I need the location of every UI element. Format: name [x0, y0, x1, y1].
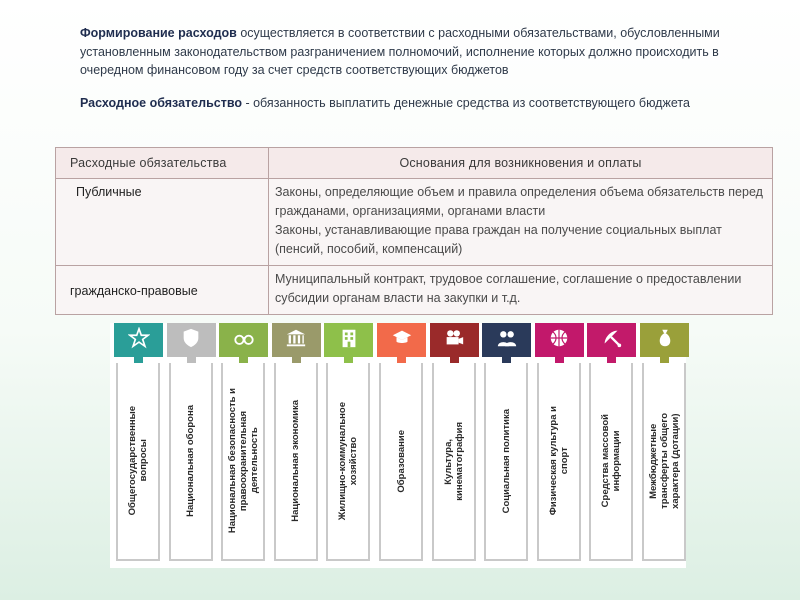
category-label: Образование — [395, 429, 407, 493]
category-label: Национальная оборона — [185, 405, 197, 517]
satellite-icon — [601, 327, 623, 354]
category-label-box — [379, 363, 423, 561]
basis-line: Законы, определяющие объем и правила определения объема обязательств перед гражданами, организациями, органами власти — [275, 185, 763, 218]
formation-paragraph — [80, 24, 780, 80]
formation-definition: осуществляется в соответствии с расходными обязательствами, обусловленными установленным законодательством разграничением полномочий, исполнение которых должно происходить в очередном финансовом году за счет средств соответствующих бюджетов — [80, 26, 720, 77]
category-label-box — [116, 363, 160, 561]
category-label: Социальная политика — [500, 408, 512, 514]
category-label-box — [221, 363, 265, 561]
obligation-term: Расходное обязательство — [80, 95, 242, 110]
header-basis: Основания для возникновения и оплаты — [269, 148, 773, 179]
expense-categories-panel — [110, 323, 686, 568]
expense-category-tile — [114, 323, 163, 561]
expense-category-tile — [377, 323, 426, 561]
people-icon — [496, 327, 518, 354]
category-header — [219, 323, 268, 357]
expense-category-tile — [272, 323, 321, 561]
category-label: Физическая культура и спорт — [547, 406, 570, 516]
handcuffs-icon — [233, 327, 255, 354]
star-icon — [128, 327, 150, 354]
table-header-row — [56, 148, 773, 179]
obligation-kind-civil: гражданско-правовые — [56, 266, 269, 315]
category-label-box — [169, 363, 213, 561]
bank-icon — [285, 327, 307, 354]
expense-category-tile — [167, 323, 216, 561]
expense-category-tile — [640, 323, 689, 561]
obligation-paragraph — [80, 94, 780, 113]
category-header — [324, 323, 373, 357]
category-header — [640, 323, 689, 357]
expense-category-tile — [430, 323, 479, 561]
category-label-box — [274, 363, 318, 561]
category-label-box — [642, 363, 686, 561]
expense-category-tile — [219, 323, 268, 561]
category-header — [114, 323, 163, 357]
basis-line: Законы, устанавливающие права граждан на получение социальных выплат (пенсий, пособий, компенсаций) — [275, 223, 722, 256]
obligation-definition: - обязанность выплатить денежные средства из соответствующего бюджета — [241, 95, 690, 110]
obligations-table — [55, 147, 773, 315]
category-header — [482, 323, 531, 357]
category-header — [430, 323, 479, 357]
category-label: Межбюджетные трансферты общего характера (дотации) — [647, 413, 681, 509]
basis-line: Муниципальный контракт, трудовое соглашение, соглашение о предоставлении субсидии органам власти на закупки и т.д. — [275, 272, 742, 305]
graduation-cap-icon — [391, 327, 413, 354]
table-row — [56, 266, 773, 315]
shield-icon — [180, 327, 202, 354]
building-icon — [338, 327, 360, 354]
formation-term: Формирование расходов — [80, 26, 237, 40]
expense-category-tile — [482, 323, 531, 561]
category-header — [272, 323, 321, 357]
category-label-box — [432, 363, 476, 561]
expense-category-tile — [535, 323, 584, 561]
category-label-box — [484, 363, 528, 561]
intro-text — [80, 24, 780, 112]
category-label: Национальная безопасность и правоохранительная деятельность — [226, 388, 260, 534]
expense-category-tile — [587, 323, 636, 561]
basis-cell-public — [269, 179, 773, 266]
table-row — [56, 179, 773, 266]
category-label-box — [537, 363, 581, 561]
category-label-box — [326, 363, 370, 561]
category-header — [587, 323, 636, 357]
category-header — [377, 323, 426, 357]
category-header — [167, 323, 216, 357]
category-label: Средства массовой информации — [600, 414, 623, 508]
category-label-box — [589, 363, 633, 561]
ball-icon — [548, 327, 570, 354]
category-label: Национальная экономика — [290, 400, 302, 522]
header-obligations: Расходные обязательства — [56, 148, 269, 179]
expense-category-tile — [324, 323, 373, 561]
category-label: Жилищно-коммунальное хозяйство — [337, 401, 360, 521]
category-label: Общегосударственные вопросы — [127, 406, 149, 516]
category-label: Культура, кинематография — [442, 421, 465, 501]
money-bag-icon — [654, 327, 676, 354]
category-header — [535, 323, 584, 357]
film-camera-icon — [443, 327, 465, 354]
obligation-kind-public: Публичные — [56, 179, 269, 266]
basis-cell-civil — [269, 266, 773, 315]
